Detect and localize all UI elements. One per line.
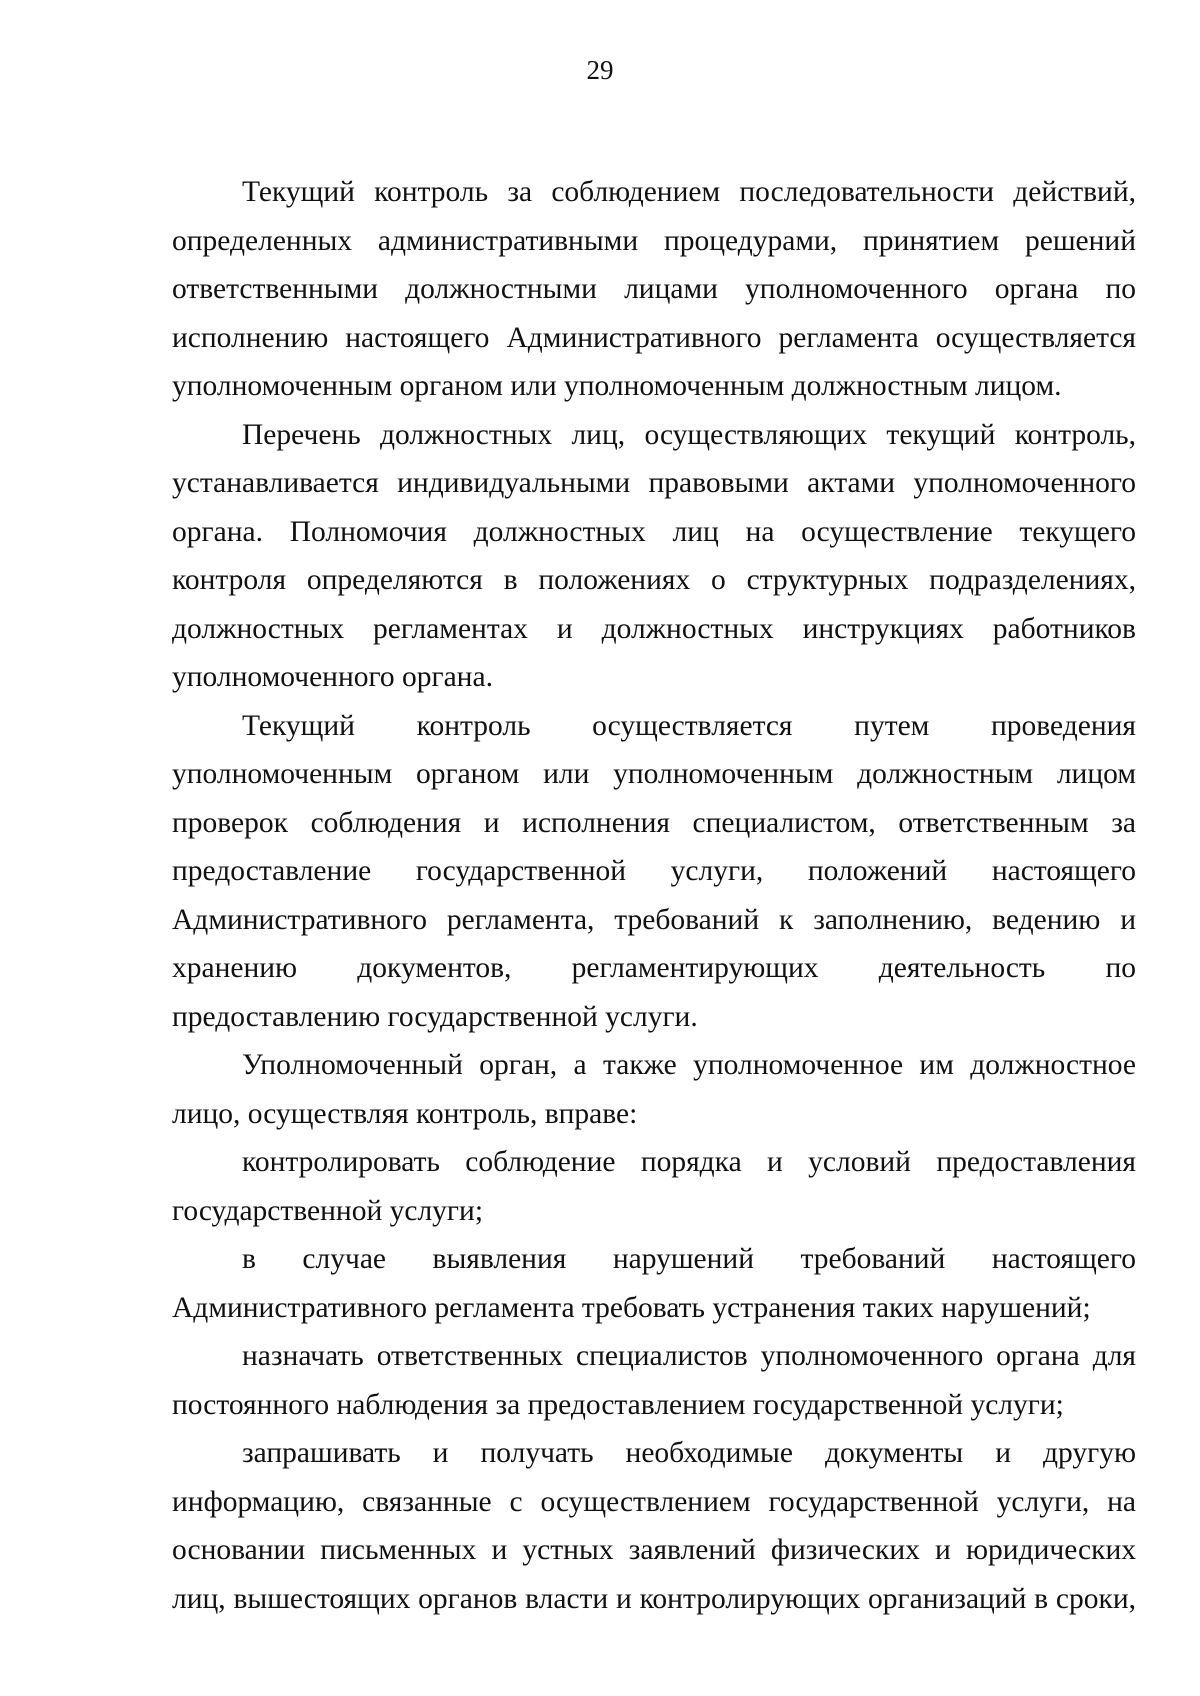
list-item-request-documents: запрашивать и получать необходимые документы и другую информацию, связанные с осуществлением государственной услуги, на основании письменных и устных заявлений физических и юридических лиц, вышестоящих органов власти и контролирующих организаций в сроки,	[172, 1437, 1136, 1615]
list-item-monitor-compliance: контролировать соблюдение порядка и условий предоставления государственной услуги;	[172, 1146, 1136, 1227]
paragraph-officials-list: Перечень должностных лиц, осуществляющих текущий контроль, устанавливается индивидуальными правовыми актами уполномоченного органа. Полномочия должностных лиц на осуществление текущего контроля определяются в положениях о структурных подразделениях, должностных регламентах и должностных инструкциях работников уполномоченного органа.	[172, 418, 1136, 693]
paragraph-current-control: Текущий контроль за соблюдением последовательности действий, определенных административными процедурами, принятием решений ответственными должностными лицами уполномоченного органа по исполнению настоящего Административного регламента осуществляется уполномоченным органом или уполномоченным должностным лицом.	[172, 176, 1136, 402]
document-body	[172, 168, 1136, 1623]
list-item-appoint-specialists: назначать ответственных специалистов уполномоченного органа для постоянного наблюдения за предоставлением государственной услуги;	[172, 1340, 1136, 1421]
page-number: 29	[586, 55, 614, 85]
paragraph-control-method: Текущий контроль осуществляется путем проведения уполномоченным органом или уполномоченным должностным лицом проверок соблюдения и исполнения специалистом, ответственным за предоставление государственной услуги, положений настоящего Административного регламента, требований к заполнению, ведению и хранению документов, регламентирующих деятельность по предоставлению государственной услуги.	[172, 709, 1136, 1033]
list-item-require-elimination: в случае выявления нарушений требований настоящего Административного регламента требовать устранения таких нарушений;	[172, 1243, 1136, 1324]
paragraph-rights-intro: Уполномоченный орган, а также уполномоченное им должностное лицо, осуществляя контроль, вправе:	[172, 1049, 1136, 1130]
